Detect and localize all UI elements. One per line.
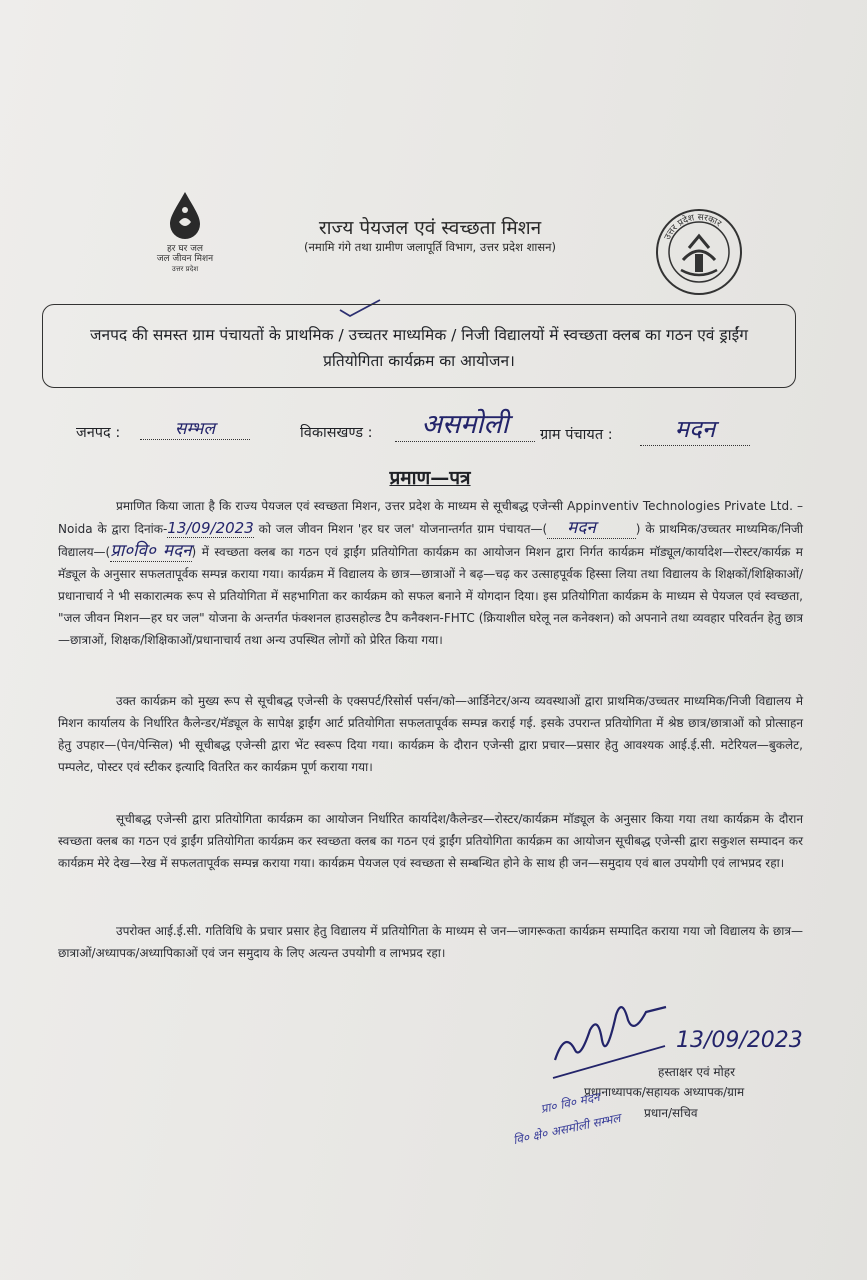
p1-gram-panchayat: मदन <box>547 518 636 539</box>
logo-caption-3: उत्तर प्रदेश <box>171 265 199 273</box>
paragraph-3: सूचीबद्ध एजेन्सी द्वारा प्रतियोगिता कार्यक्रम का आयोजन निर्धारित कार्यादेश/कैलेन्डर—रोस्टर/कार्यक्रम मॉड्यूल के अनुसार किया गया तथा कार्यक्रम के दौरान स्वच्छता क्लब का गठन एवं ड्राईंग प्रतियोगिता कार्यक्रम कर स्वच्छता क्लब का गठन एवं ड्राईंग प्रतियोगिता कार्यक्रम का आयोजन सूचीबद्ध एजेन्सी द्वारा सकुशल सम्पादन कर कार्यक्रम मेरे देख—रेख में सफलतापूर्वक सम्पन्न कराया गया। कार्यक्रम पेयजल एवं स्वच्छता से सम्बन्धित होने के साथ ही जन—समुदाय एवं बाल उपयोगी एवं लाभप्रद रहा। <box>58 812 803 870</box>
signature-seal-label: हस्ताक्षर एवं मोहर <box>658 1065 736 1079</box>
gram-panchayat-label: ग्राम पंचायत : <box>540 427 613 443</box>
block-value: असमोली <box>395 404 535 442</box>
p1-text-d: ) में स्वच्छता क्लब का गठन एवं ड्राईंग प्रतियोगिता कार्यक्रम का आयोजन मिशन द्वारा निर्गत कार्यक्रम मॉड्यूल/कार्यादेश—रोस्टर/कार्यक्र म मॅड्यूल के अनुसार सफलतापूर्वक सम्पन्न कराया गया। कार्यक्रम में विद्यालय के छात्र—छात्राओं ने बढ़—चढ़ कर उत्साहपूर्वक हिस्सा लिया तथा विद्यालय के शिक्षकों/शिक्षिकाओं/प्रधानाचार्य ने भी सकारात्मक रूप से प्रतियोगिता में सहभागिता कर कार्यक्रम को सफल बनाने में योगदान दिया। इस प्रतियोगिता कार्यक्रम के माध्यम से पेयजल एवं स्वच्छता, "जल जीवन मिशन—हर घर जल" योजना के अन्तर्गत फंक्शनल हाउसहोल्ड टैप कनैक्शन-FHTC (क्रियाशील घरेलू नल कनेक्शन) को अपनाने तथा व्यवहार परिवर्तन हेतु छात्र—छात्राओं, शिक्षक/शिक्षिकाओं/प्रधानाचार्य तथा अन्य उपस्थित लोगों को प्रेरित किया गया। <box>58 545 803 647</box>
p1-text-a: प्रमाणित किया जाता है कि राज्य पेयजल एवं स्वच्छता मिशन, उत्तर प्रदेश के माध्यम से सूचीबद्ध एजेन्सी Appinventiv Technologies Private Ltd. – Noida के द्वारा दिनांक- <box>58 499 803 536</box>
block-label: विकासखण्ड : <box>300 425 373 441</box>
topic-box <box>42 304 796 388</box>
paragraph-4: उपरोक्त आई.ई.सी. गतिविधि के प्रचार प्रसार हेतु विद्यालय में प्रतियोगिता के माध्यम से जन—जागरूकता कार्यक्रम सम्पादित कराया गया जो विद्यालय के छात्र—छात्राओं/अध्यापक/अध्यापिकाओं एवं जन समुदाय के लिए अत्यन्त उपयोगी व लाभप्रद रहा। <box>58 924 803 960</box>
signatory-role-2: प्रधान/सचिव <box>644 1106 698 1120</box>
paragraph-2: उक्त कार्यक्रम को मुख्य रूप से सूचीबद्ध एजेन्सी के एक्सपर्ट/रिसोर्स पर्सन/को—आर्डिनेटर/अन्य व्यवस्थाओं द्वारा प्राथमिक/उच्चतर माध्यमिक/निजी विद्यालय मे मिशन कार्यालय के निर्धारित कैलेन्डर/मॅड्यूल के सापेक्ष ड्राईंग आर्ट प्रतियोगिता सफलतापूर्वक सम्पन्न कराई गई. इसके उपरान्त प्रतियोगिता में श्रेष्ठ छात्र/छात्राओं को प्रोत्साहन हेतु उपहार—(पेन/पेन्सिल) भी सूचीबद्ध एजेन्सी द्वारा भेंट स्वरूप दिया गया। कार्यक्रम के दौरान एजेन्सी द्वारा प्रचार—प्रसार हेतु आवश्यक आई.ई.सी. मटेरियल—बुकलेट, पम्पलेट, पोस्टर एवं स्टीकर इत्यादि वितरित कर कार्यक्रम पूर्ण कराया गया। <box>58 694 803 774</box>
mission-title: राज्य पेयजल एवं स्वच्छता मिशन <box>318 217 542 239</box>
school-stamp-line-2: वि० क्षे० असमोली सम्भल <box>511 1110 622 1148</box>
up-government-seal <box>655 208 743 296</box>
logo-caption-1: हर घर जल <box>167 244 203 254</box>
p1-text-b: को जल जीवन मिशन 'हर घर जल' योजनान्तर्गत ग्राम पंचायत—( <box>253 522 548 536</box>
p1-date: 13/09/2023 <box>167 519 254 537</box>
p1-text-c: ) के प्राथमिक/उच्चतर माध्यमिक/निजी विद्यालय—( <box>58 522 804 559</box>
district-value: सम्भल <box>140 416 250 440</box>
jal-jeevan-mission-logo <box>150 190 220 274</box>
p1-school: प्रा०वि० मदन <box>110 541 192 561</box>
paragraph-1 <box>58 495 803 651</box>
location-row <box>0 409 867 448</box>
water-drop-icon <box>166 190 204 240</box>
gram-panchayat-value: मदन <box>640 412 750 446</box>
certificate-title: प्रमाण—पत्र <box>389 467 471 489</box>
district-label: जनपद : <box>76 425 121 441</box>
topic-text: जनपद की समस्त ग्राम पंचायतों के प्राथमिक / उच्चतर माध्यमिक / निजी विद्यालयों में स्वच्छता क्लब का गठन एवं ड्राईंग प्रतियोगिता कार्यक्रम का आयोजन। <box>89 326 748 370</box>
mission-subtitle: (नमामि गंगे तथा ग्रामीण जलापूर्ति विभाग, उत्तर प्रदेश शासन) <box>303 240 557 254</box>
svg-text:उत्तर प्रदेश सरकार: उत्तर प्रदेश सरकार <box>662 212 723 242</box>
signature-date: 13/09/2023 <box>676 1028 803 1053</box>
signatory-role: प्रधानाध्यापक/सहायक अध्यापक/ग्राम <box>584 1085 745 1099</box>
school-stamp-line-1: प्रा० वि० मदन <box>539 1089 601 1117</box>
logo-caption-2: जल जीवन मिशन <box>156 254 214 264</box>
